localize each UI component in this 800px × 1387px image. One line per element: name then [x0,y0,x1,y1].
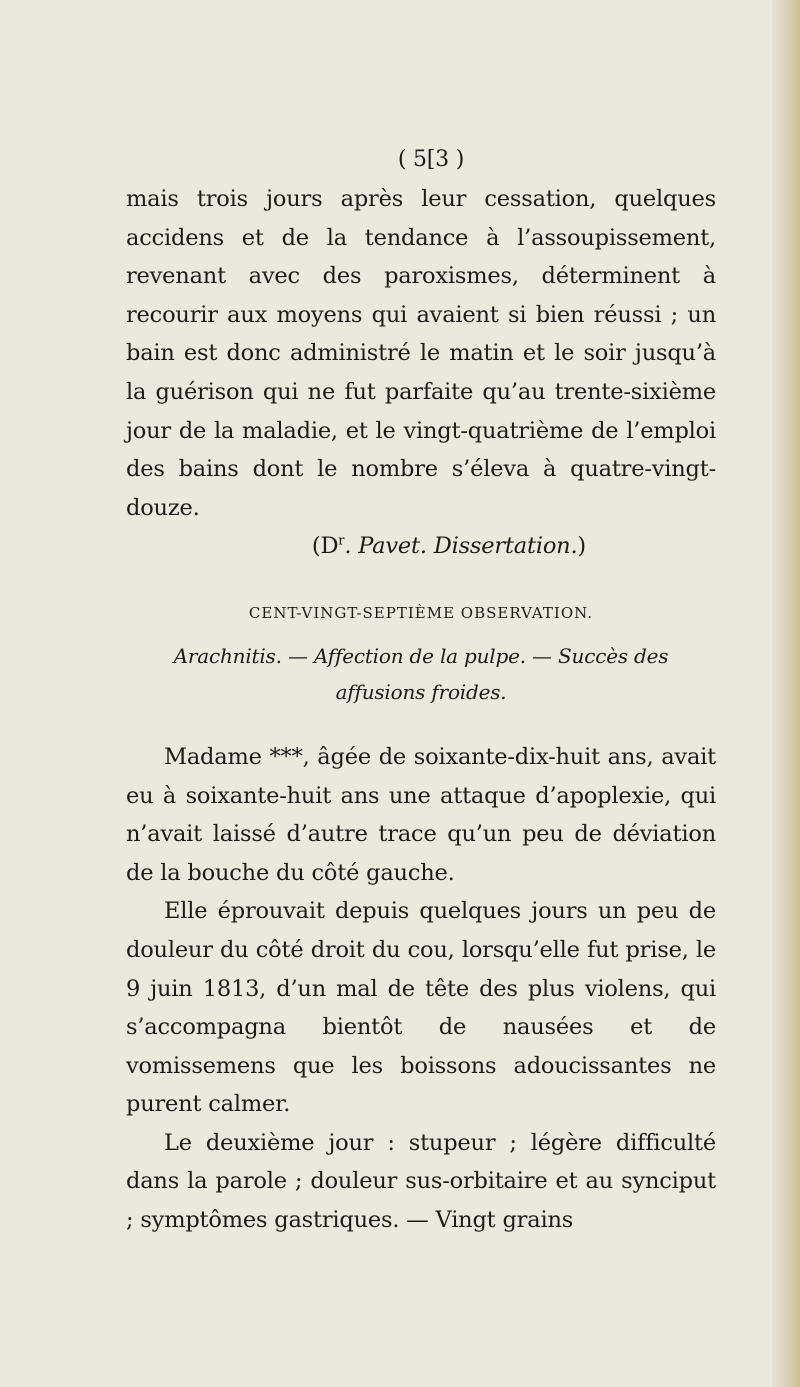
page-number: ( 5[3 ) [397,147,465,172]
page-edge-shadow [772,0,800,1387]
paragraph-2: Madame ***, âgée de soixante-dix-huit ans, avait eu à soixante-huit ans une attaque d’apoplexie, qui n’avait laissé d’autre trace qu’un peu de déviation de la bouche du côté gauche. [126,743,716,886]
page-text-block [126,140,716,1240]
attribution [126,527,716,566]
attribution-text: . Pavet. Dissertation. [344,533,578,560]
observation-summary: Arachnitis. — Affection de la pulpe. — Succès des affusions froides. [173,643,669,704]
paragraph-4: Le deuxième jour : stupeur ; légère difficulté dans la parole ; douleur sus-orbitaire et au synciput ; symptômes gastriques. — Vingt grains [126,1129,716,1234]
paragraph-1: mais trois jours après leur cessation, quelques accidens et de la tendance à l’assoupissement, revenant avec des paroxismes, déterminent à recourir aux moyens qui avaient si bien réussi ; un bain est donc administré le matin et le soir jusqu’à la guérison qui ne fut parfaite qu’au trente-sixième jour de la maladie, et le vingt-quatrième de l’emploi des bains dont le nombre s’éleva à quatre-vingt-douze. [126,186,716,521]
observation-title: CENT-VINGT-SEPTIÈME OBSERVATION. [248,603,594,622]
paragraph-3: Elle éprouvait depuis quelques jours un peu de douleur du côté droit du cou, lorsqu’elle fut prise, le 9 juin 1813, d’un mal de tête des plus violens, qui s’accompagna bientôt de nausées et de vomissemens que les boissons adoucissantes ne purent calmer. [126,898,716,1118]
attribution-open: (D [311,533,339,560]
attribution-sup: r [338,533,345,549]
attribution-close: ) [577,533,586,560]
